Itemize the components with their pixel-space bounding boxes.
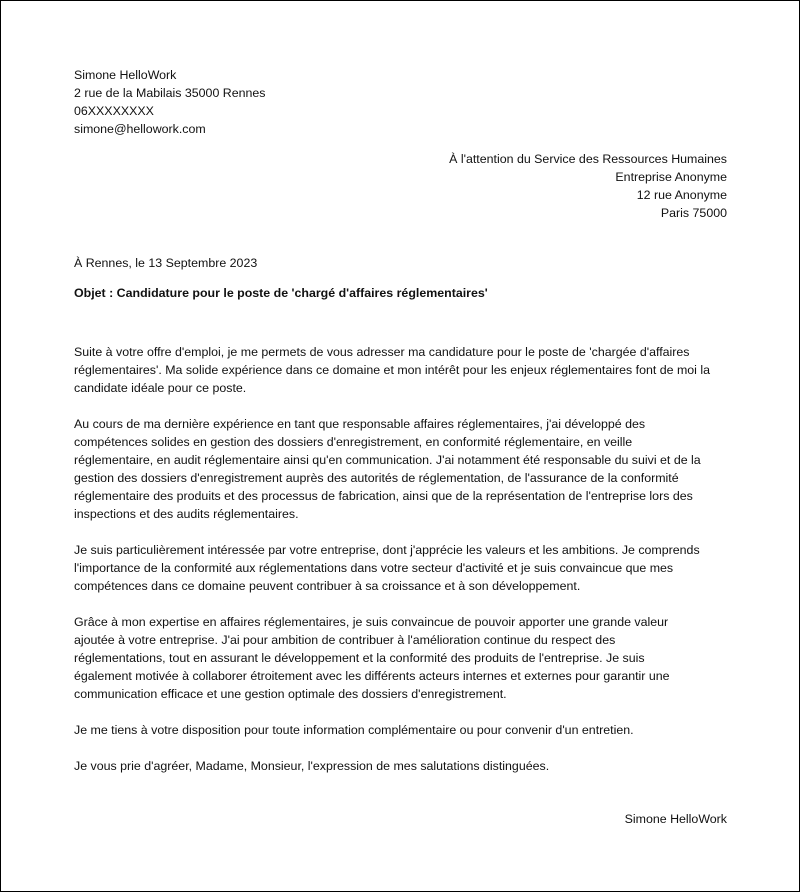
recipient-attention: À l'attention du Service des Ressources Humaines <box>449 152 727 166</box>
text-line: réglementations, tout en assurant le développement et la conformité des produits de l'entreprise. Je suis <box>74 651 645 665</box>
text-line: réglementaire, en audit réglementaire ainsi qu'en communication. J'ai notamment été responsable du suivi et de la <box>74 453 701 467</box>
sender-address: 2 rue de la Mabilais 35000 Rennes <box>74 86 266 100</box>
sender-block <box>74 66 266 138</box>
date-line: À Rennes, le 13 Septembre 2023 <box>74 256 258 270</box>
text-line: Je me tiens à votre disposition pour toute information complémentaire ou pour convenir d'un entretien. <box>74 723 634 737</box>
text-line: Suite à votre offre d'emploi, je me permets de vous adresser ma candidature pour le poste de 'chargée d'affaires <box>74 345 690 359</box>
letter-body <box>74 343 736 793</box>
text-line: compétences solides en gestion des dossiers d'enregistrement, en conformité réglementaire, en veille <box>74 435 633 449</box>
recipient-street: 12 rue Anonyme <box>636 188 727 202</box>
subject-line: Objet : Candidature pour le poste de 'chargé d'affaires réglementaires' <box>74 286 488 300</box>
signature: Simone HelloWork <box>624 812 727 826</box>
recipient-block <box>449 150 727 222</box>
text-line: également motivée à collaborer étroitement avec les différents acteurs internes et externes pour garantir une <box>74 669 670 683</box>
paragraph-5 <box>74 721 736 739</box>
paragraph-6 <box>74 757 736 775</box>
text-line: gestion des dossiers d'enregistrement auprès des autorités de réglementation, de l'assurance de la conformité <box>74 471 679 485</box>
sender-email: simone@hellowork.com <box>74 122 206 136</box>
paragraph-4 <box>74 613 736 703</box>
text-line: candidate idéale pour ce poste. <box>74 381 247 395</box>
sender-phone: 06XXXXXXXX <box>74 104 154 118</box>
recipient-city: Paris 75000 <box>660 206 727 220</box>
text-line: réglementaire des produits et des processus de fabrication, ainsi que de la représentation de l'entreprise lors des <box>74 489 693 503</box>
paragraph-2 <box>74 415 736 523</box>
text-line: Grâce à mon expertise en affaires réglementaires, je suis convaincue de pouvoir apporter une grande valeur <box>74 615 669 629</box>
text-line: inspections et des audits réglementaires. <box>74 507 299 521</box>
text-line: réglementaires'. Ma solide expérience dans ce domaine et mon intérêt pour les enjeux réglementaires font de moi la <box>74 363 711 377</box>
paragraph-1 <box>74 343 736 397</box>
recipient-company: Entreprise Anonyme <box>615 170 727 184</box>
text-line: Au cours de ma dernière expérience en tant que responsable affaires réglementaires, j'ai développé des <box>74 417 646 431</box>
text-line: Je suis particulièrement intéressée par votre entreprise, dont j'apprécie les valeurs et les ambitions. Je comprends <box>74 543 700 557</box>
text-line: Je vous prie d'agréer, Madame, Monsieur, l'expression de mes salutations distinguées. <box>74 759 550 773</box>
text-line: communication efficace et une gestion optimale des dossiers d'enregistrement. <box>74 687 507 701</box>
paragraph-3 <box>74 541 736 595</box>
text-line: ajoutée à votre entreprise. J'ai pour ambition de contribuer à l'amélioration continue du respect des <box>74 633 616 647</box>
text-line: compétences dans ce domaine peuvent contribuer à sa croissance et à son développement. <box>74 579 581 593</box>
text-line: l'importance de la conformité aux réglementations dans votre secteur d'activité et je suis convaincue que mes <box>74 561 674 575</box>
sender-name: Simone HelloWork <box>74 68 177 82</box>
